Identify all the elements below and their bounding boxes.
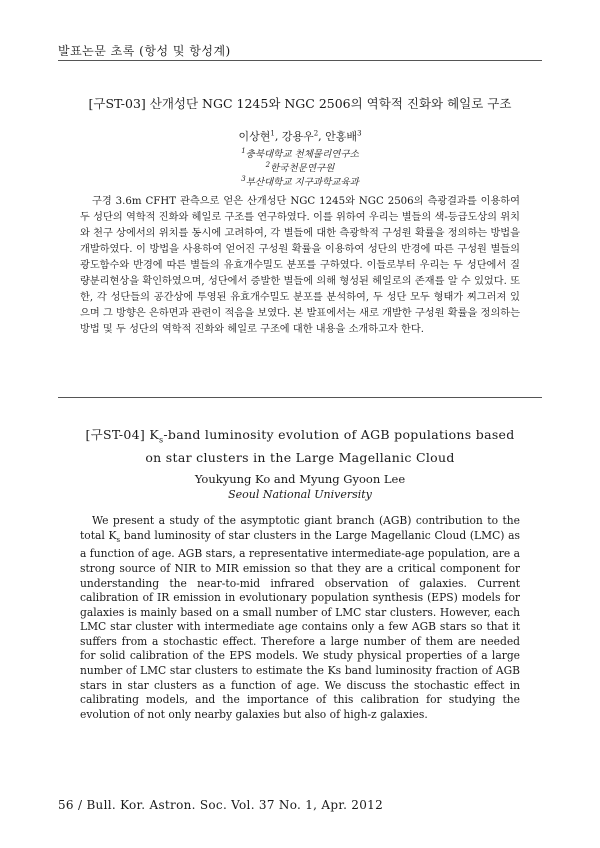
- affiliation-name: 충북대학교 천체물리연구소: [245, 149, 359, 160]
- author-name: 강용우: [281, 130, 314, 143]
- abstract-2-title: [80, 426, 520, 466]
- title-subscript: s: [159, 435, 164, 445]
- affiliation-3: [58, 174, 542, 188]
- abstract-1-authors: 이상현$^1$, 강용우$^2$, 안홍배$^3$: [238, 129, 362, 143]
- header-rule: [58, 60, 542, 61]
- author-sup: 3: [357, 129, 362, 138]
- page-header: 발표논문 초록 (항성 및 항성계): [58, 44, 231, 58]
- title-prefix: [구ST-04] K: [85, 427, 159, 442]
- abstract-2-body: [80, 514, 520, 722]
- body-rest: band luminosity of star clusters in the Large Magellanic Cloud (LMC) as a function of age. AGB stars, a representative intermediate-age population, are a strong source of NIR to MIR emission so that they are a critical component for understanding the near-to-mid infrared observation of galaxies. Current calibration of IR emission in evolutionary population synthesis (EPS) models for galaxies is mainly based on a small number of LMC star clusters. However, each LMC star cluster with intermediate age contains only a few AGB stars so that it suffers from a stochastic effect. Therefore a large number of them are needed for solid calibration of the EPS models. We study physical properties of a large number of LMC star clusters to estimate the Ks band luminosity fraction of AGB stars in star clusters as a function of age. We discuss the stochastic effect in calibrating models, and the importance of this calibration for studying the evolution of not only nearby galaxies but also of high-z galaxies.: [80, 528, 520, 721]
- body-subscript: s: [116, 535, 121, 544]
- affiliation-2: [58, 160, 542, 174]
- abstract-1-body: [80, 194, 520, 338]
- abstract-1-title: [구ST-03] 산개성단 NGC 1245와 NGC 2506의 역학적 진화와 헤일로 구조: [88, 96, 512, 111]
- affiliation-sup: 2: [265, 160, 271, 169]
- title-rest: -band luminosity evolution of AGB populations based on star clusters in the Large Magellanic Cloud: [145, 427, 515, 465]
- abstract-2-authors: Youkyung Ko and Myung Gyoon Lee: [194, 472, 406, 486]
- author-name: 안홍배: [325, 130, 358, 143]
- abstract-2-paragraph: [80, 514, 520, 722]
- affiliation-1: [58, 146, 542, 160]
- author-name: 이상현: [238, 130, 271, 143]
- author-sup: 1: [270, 129, 275, 138]
- affiliation-name: 한국천문연구원: [270, 163, 335, 174]
- section-separator: [58, 397, 542, 398]
- body-start: We present a study of the asymptotic giant branch (AGB) contribution to the total K: [80, 514, 520, 542]
- affiliation-name: 부산대학교 지구과학교육과: [245, 177, 359, 188]
- author-sup: 2: [313, 129, 319, 138]
- page-footer: 56 / Bull. Kor. Astron. Soc. Vol. 37 No. 1, Apr. 2012: [58, 798, 384, 812]
- affiliation-sup: 3: [241, 174, 246, 183]
- abstract-1-paragraph: 구경 3.6m CFHT 관측으로 얻은 산개성단 NGC 1245와 NGC 2506의 측광결과를 이용하여 두 성단의 역학적 진화와 헤일로 구조를 연구하였다. 이를 위하여 우리는 별들의 색-등급도상의 위치와 천구 상에서의 위치를 동시에 고려하여, 각 별들에 대한 측광학적 구성원 확률을 정의하는 방법을 개발하였다. 이 방법을 사용하여 얻어진 구성원 확률을 이용하여 성단의 반경에 따른 구성원 별들의 광도함수와 반경에 따른 별들의 유효개수밀도 분포를 구하였다. 이들로부터 우리는 두 성단에서 질량분리현상을 확인하였으며, 성단에서 증발한 별들에 의해 형성된 헤일로의 존재를 알 수 있었다. 또한, 각 성단들의 공간상에 투영된 유효개수밀도 분포를 분석하여, 두 성단 모두 형태가 찌그러져 있으며 그 방향은 은하면과 관련이 적음을 보였다. 본 발표에서는 새로 개발한 구성원 확률을 정의하는 방법 및 두 성단의 역학적 진화와 헤일로 구조에 대한 내용을 소개하고자 한다.: [80, 196, 520, 335]
- abstract-2-affiliation: Seoul National University: [228, 488, 372, 501]
- affiliation-sup: 1: [241, 146, 246, 155]
